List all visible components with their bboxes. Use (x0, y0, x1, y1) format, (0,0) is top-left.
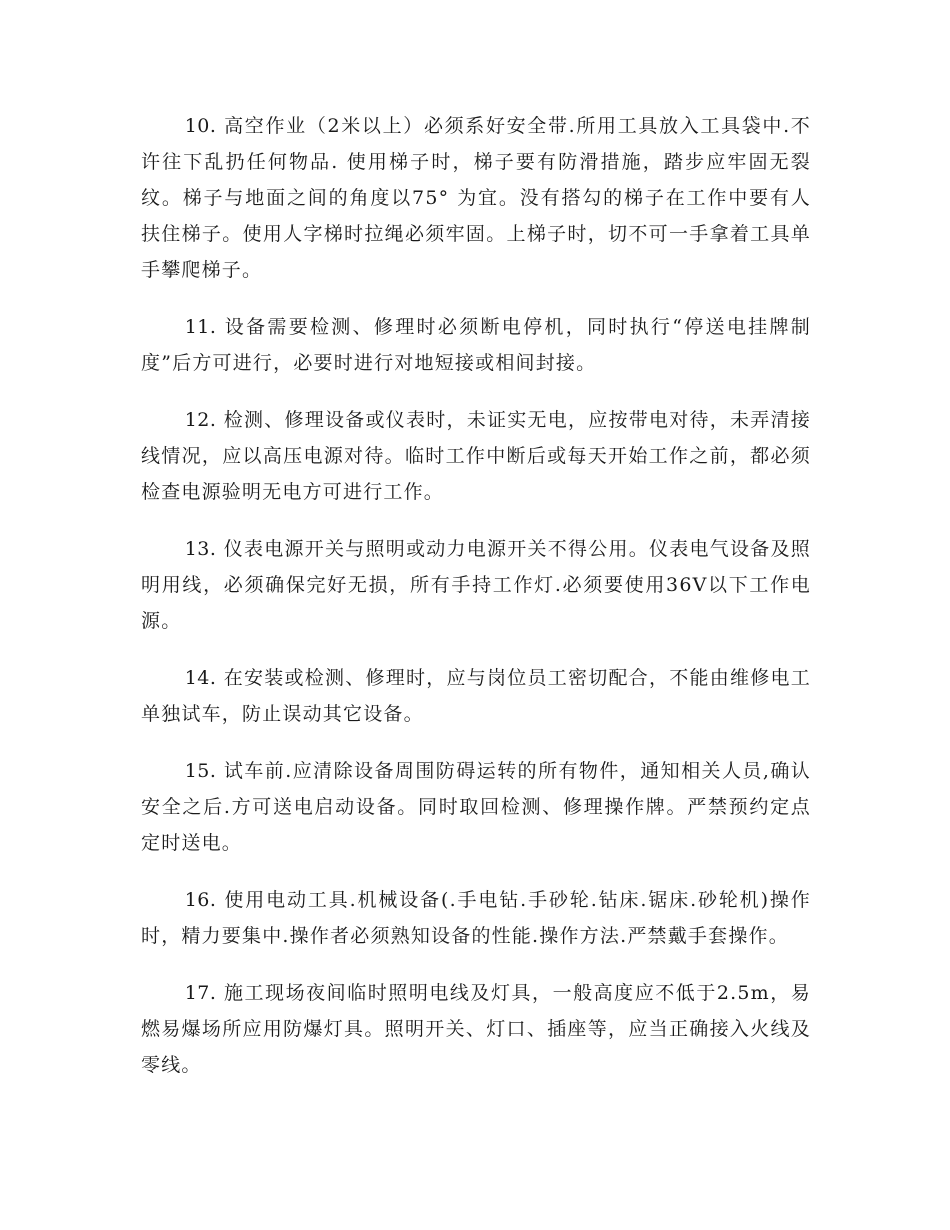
paragraph-number: 15. (184, 760, 217, 782)
paragraph-text: 试车前.应清除设备周围防碍运转的所有物件，通知相关人员,确认安全之后.方可送电启动设备。同时取回检测、修理操作牌。严禁预约定点定时送电。 (141, 760, 811, 854)
paragraph-number: 17. (184, 982, 217, 1004)
paragraph-11 (141, 309, 811, 381)
paragraph-13 (141, 531, 811, 639)
paragraph-14 (141, 660, 811, 732)
paragraph-text: 施工现场夜间临时照明电线及灯具，一般高度应不低于2.5m，易燃易爆场所应用防爆灯具。照明开关、灯口、插座等，应当正确接入火线及零线。 (141, 982, 811, 1076)
paragraph-text: 高空作业（2米以上）必须系好安全带.所用工具放入工具袋中.不许往下乱扔任何物品. 使用梯子时，梯子要有防滑措施，踏步应牢固无裂纹。梯子与地面之间的角度以75° 为宜。没有搭勾的梯子在工作中要有人扶住梯子。使用人字梯时拉绳必须牢固。上梯子时，切不可一手拿着工具单手攀爬梯子。 (141, 115, 811, 281)
paragraph-16 (141, 882, 811, 954)
paragraph-17 (141, 975, 811, 1083)
paragraph-text: 仪表电源开关与照明或动力电源开关不得公用。仪表电气设备及照明用线，必须确保完好无损，所有手持工作灯.必须要使用36V以下工作电源。 (141, 538, 811, 632)
paragraph-10 (141, 108, 811, 288)
paragraph-text: 在安装或检测、修理时，应与岗位员工密切配合，不能由维修电工单独试车，防止误动其它设备。 (141, 667, 811, 725)
paragraph-text: 检测、修理设备或仪表时，未证实无电，应按带电对待，未弄清接线情况，应以高压电源对待。临时工作中断后或每天开始工作之前，都必须检查电源验明无电方可进行工作。 (141, 409, 811, 503)
paragraph-text: 使用电动工具.机械设备(.手电钻.手砂轮.钻床.锯床.砂轮机)操作时，精力要集中.操作者必须熟知设备的性能.操作方法.严禁戴手套操作。 (141, 889, 811, 947)
paragraph-12 (141, 402, 811, 510)
paragraph-number: 13. (184, 538, 217, 560)
paragraph-number: 10. (184, 115, 217, 137)
paragraph-number: 16. (184, 889, 217, 911)
paragraph-number: 14. (184, 667, 217, 689)
paragraph-number: 12. (184, 409, 217, 431)
paragraph-text: 设备需要检测、修理时必须断电停机，同时执行“停送电挂牌制度”后方可进行，必要时进行对地短接或相间封接。 (141, 316, 811, 374)
paragraph-15 (141, 753, 811, 861)
paragraph-number: 11. (184, 316, 217, 338)
document-body (141, 108, 811, 1104)
